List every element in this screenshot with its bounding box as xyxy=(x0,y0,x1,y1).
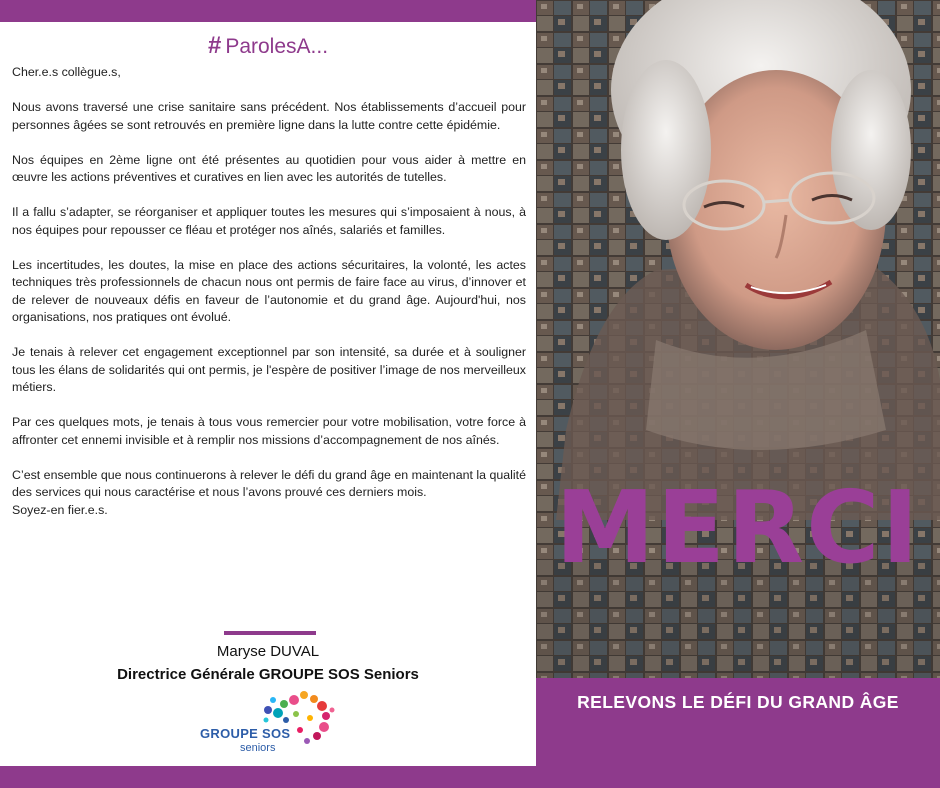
poster-banner xyxy=(536,678,940,766)
letter-closing: Soyez-en fier.e.s. xyxy=(12,502,108,517)
hashtag-heading xyxy=(0,32,536,60)
signature-name: Maryse DUVAL xyxy=(216,643,320,660)
signature-divider xyxy=(224,631,316,635)
letter-paragraph: Nos équipes en 2ème ligne ont été présentes au quotidien pour vous aider à mettre en œuvre les actions préventives et curatives en lien avec les autorités de tutelles. xyxy=(12,152,526,184)
letter-paragraph: C’est ensemble que nous continuerons à relever le défi du grand âge en maintenant la qualité des services qui nous caractérise et nous l’avons prouvé ces derniers mois. xyxy=(12,467,526,499)
collage-photo xyxy=(536,0,940,678)
logo-title: GROUPE SOS xyxy=(200,726,291,741)
letter-paragraph: Je tenais à relever cet engagement exceptionnel par son intensité, sa durée et à souligner tous les élans de solidarités qui ont permis, je l'espère de positiver l’image de nos merveilleux métiers. xyxy=(12,345,526,394)
banner-text: RELEVONS LE DÉFI DU GRAND ÂGE xyxy=(577,692,899,712)
letter-greeting: Cher.e.s collègue.s, xyxy=(12,65,121,79)
bottom-accent-bar xyxy=(0,766,940,788)
letter-panel xyxy=(0,22,536,766)
letter-body xyxy=(12,64,526,519)
groupe-sos-logo xyxy=(196,686,346,762)
signature-title: Directrice Générale GROUPE SOS Seniors xyxy=(117,666,419,683)
hashtag-icon: # xyxy=(207,32,222,59)
letter-paragraph: Par ces quelques mots, je tenais à tous vous remercier pour votre mobilisation, votre force à affronter cet ennemi invisible et à remplir nos missions d’accompagnement de nos aînés. xyxy=(12,415,526,447)
merci-headline: MERCI xyxy=(555,469,921,586)
top-accent-bar xyxy=(0,0,536,22)
letter-paragraph: Les incertitudes, les doutes, la mise en place des actions sécuritaires, la volonté, les actes techniques très professionnels de chacun nous ont permis de faire face au virus, d’innover et de relever de nouveaux défis en faveur de l’autonomie et du grand âge. Aujourd'hui, nos organisations, nos pratiques ont évolué. xyxy=(12,257,526,324)
hashtag-label: ParolesA... xyxy=(225,35,329,58)
letter-paragraph: Nous avons traversé une crise sanitaire sans précédent. Nos établissements d’accueil pour personnes âgées se sont retrouvés en première ligne dans la lutte contre cette épidémie. xyxy=(12,100,526,132)
logo-subtitle: seniors xyxy=(240,742,276,754)
letter-paragraph: Il a fallu s’adapter, se réorganiser et appliquer toutes les mesures qui s’imposaient à nous, à nos équipes pour repousser ce fléau et protéger nos aînés, salariés et familles. xyxy=(12,205,526,237)
